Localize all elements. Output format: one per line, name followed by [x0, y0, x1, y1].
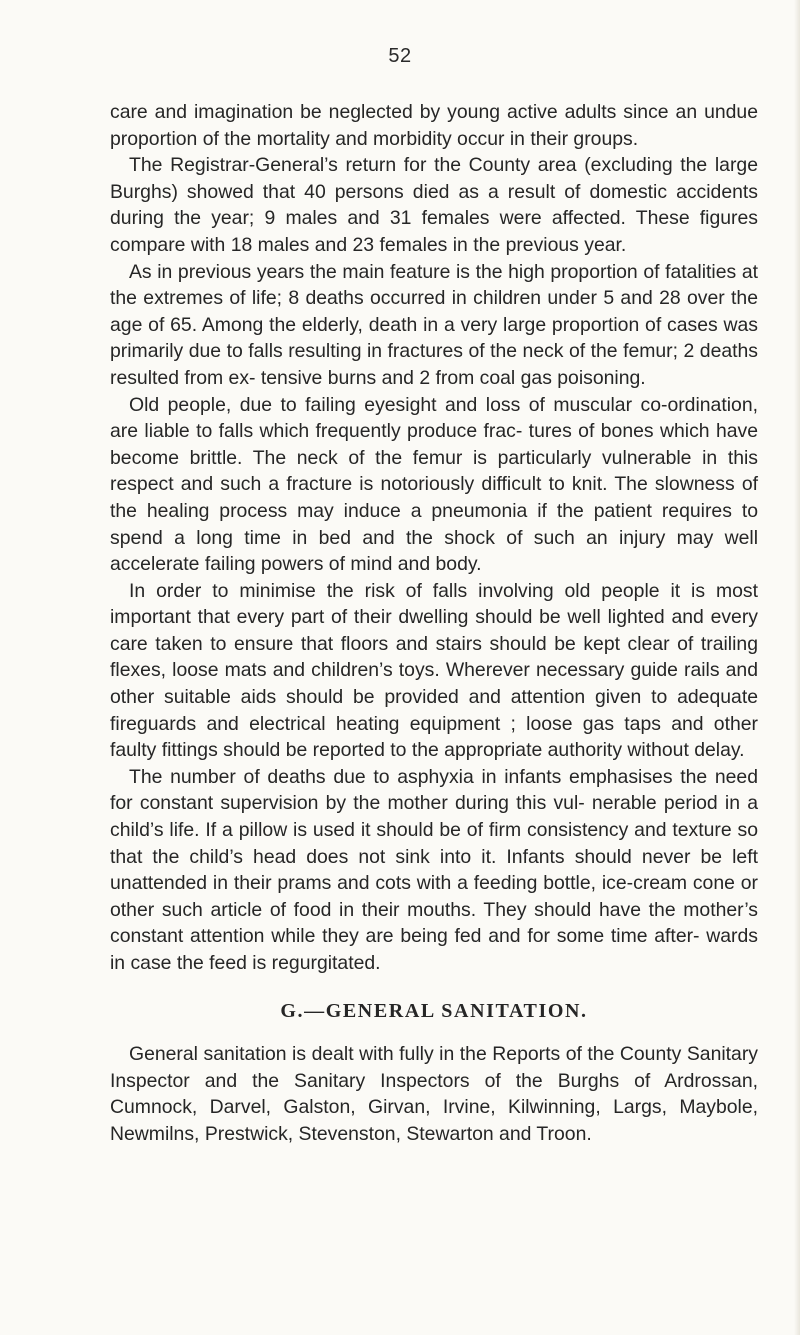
paragraph-fatalities-extremes: As in previous years the main feature is the high proportion of fatalities at the extremes of life; 8 deaths occurred in children under 5 and 28 over the age of 65. Among the elderly, death in a very large proportion of cases was primarily due to falls resulting in fractures of the neck of the femur; 2 deaths resulted from ex- tensive burns and 2 from coal gas poisoning.: [110, 260, 758, 389]
section-heading: G.—GENERAL SANITATION.: [280, 999, 588, 1022]
paragraph-general-sanitation: General sanitation is dealt with fully in the Reports of the County Sanitary Inspector and the Sanitary Inspectors of the Burghs of Ardrossan, Cumnock, Darvel, Galston, Girvan, Irvine, Kilwinning, Largs, Maybole, Newmilns, Prestwick, Stevenston, Stewarton and Troon.: [110, 1043, 758, 1145]
body-text: [110, 99, 758, 1148]
page-number: 52: [388, 45, 412, 67]
page-edge-shadow: [794, 0, 800, 1335]
paragraph-infant-asphyxia: The number of deaths due to asphyxia in infants emphasises the need for constant supervision by the mother during this vul- nerable period in a child’s life. If a pillow is used it should be of firm consistency and texture so that the child’s head does not sink into it. Infants should never be left unattended in their prams and cots with a feeding bottle, ice-cream cone or other such article of food in their mouths. They should have the mother’s constant attention while they are being fed and for some time after- wards in case the feed is regurgitated.: [110, 765, 758, 974]
paragraph-old-people-falls: Old people, due to failing eyesight and loss of muscular co-ordination, are liable to falls which frequently produce frac- tures of bones which have become brittle. The neck of the femur is particularly vulnerable in this respect and such a fracture is notoriously difficult to knit. The slowness of the healing process may induce a pneumonia if the patient requires to spend a long time in bed and the shock of such an injury may well accelerate failing powers of mind and body.: [110, 393, 758, 576]
paragraph-registrar-return: The Registrar-General’s return for the County area (excluding the large Burghs) showed that 40 persons died as a result of domestic accidents during the year; 9 males and 31 females were affected. These figures compare with 18 males and 23 females in the previous year.: [110, 154, 758, 256]
paragraph-continuation: care and imagination be neglected by young active adults since an undue proportion of the mortality and morbidity occur in their groups.: [110, 101, 758, 150]
paragraph-minimise-risk: In order to minimise the risk of falls involving old people it is most important that every part of their dwelling should be well lighted and every care taken to ensure that floors and stairs should be kept clear of trailing flexes, loose mats and children’s toys. Wherever necessary guide rails and other suitable aids should be provided and attention given to adequate fireguards and electrical heating equipment ; loose gas taps and other faulty fittings should be reported to the appropriate authority without delay.: [110, 579, 758, 762]
